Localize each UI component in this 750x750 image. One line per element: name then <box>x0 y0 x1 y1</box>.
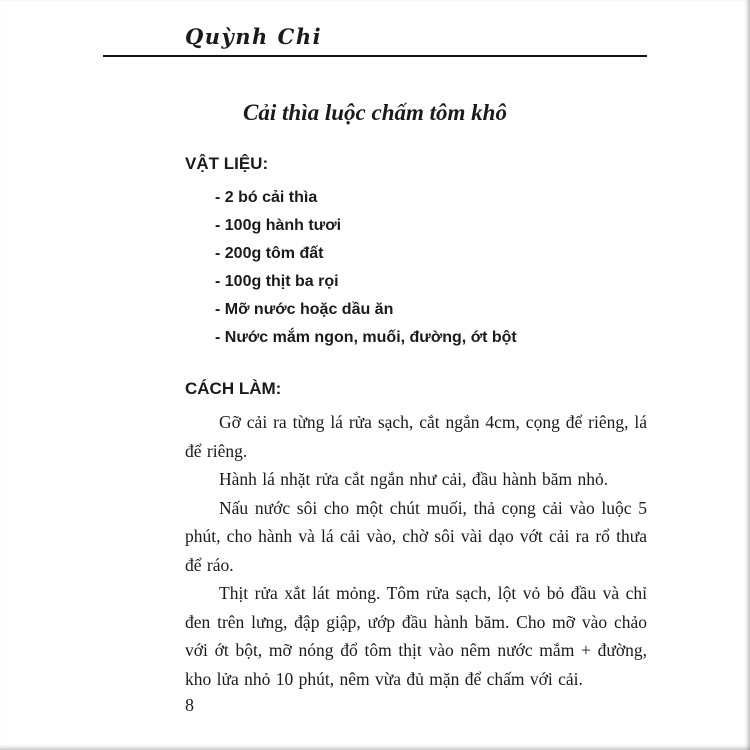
ingredients-heading: VẬT LIỆU: <box>185 154 269 173</box>
page-number: 8 <box>185 695 194 715</box>
method-paragraph: Gỡ cải ra từng lá rửa sạch, cắt ngắn 4cm, cọng để riêng, lá để riêng. <box>185 412 647 461</box>
method-paragraph: Nấu nước sôi cho một chút muối, thả cọng cải vào luộc 5 phút, cho hành và lá cải vào, chờ sôi vài dạo vớt cải ra rổ thưa để ráo. <box>185 497 647 575</box>
ingredient-item: - 100g hành tươi <box>215 217 342 234</box>
method-paragraph: Thịt rửa xắt lát mỏng. Tôm rửa sạch, lột vỏ bỏ đầu và chỉ đen trên lưng, đập giập, ướp đầu hành băm. Cho mỡ vào chảo với ớt bột, mỡ nóng đổ tôm thịt vào nêm nước mắm + đường, kho lửa nhỏ 10 phút, nêm vừa đủ mặn để chấm với cải. <box>185 583 647 689</box>
method-heading: CÁCH LÀM: <box>185 379 282 398</box>
header-rule <box>103 55 647 57</box>
ingredient-item: - Mỡ nước hoặc dầu ăn <box>215 301 394 318</box>
ingredient-item: - 100g thịt ba rọi <box>215 273 339 290</box>
author-header: Quỳnh Chi <box>185 24 323 49</box>
ingredient-item: - 2 bó cải thìa <box>215 189 318 206</box>
method-paragraphs <box>103 408 647 693</box>
ingredient-item: - 200g tôm đất <box>215 245 324 262</box>
ingredients-list <box>215 184 647 352</box>
ingredient-item: - Nước mắm ngon, muối, đường, ớt bột <box>215 329 517 346</box>
method-paragraph: Hành lá nhặt rửa cắt ngắn như cải, đầu hành băm nhỏ. <box>219 469 609 489</box>
recipe-title: Cải thìa luộc chấm tôm khô <box>243 100 507 125</box>
